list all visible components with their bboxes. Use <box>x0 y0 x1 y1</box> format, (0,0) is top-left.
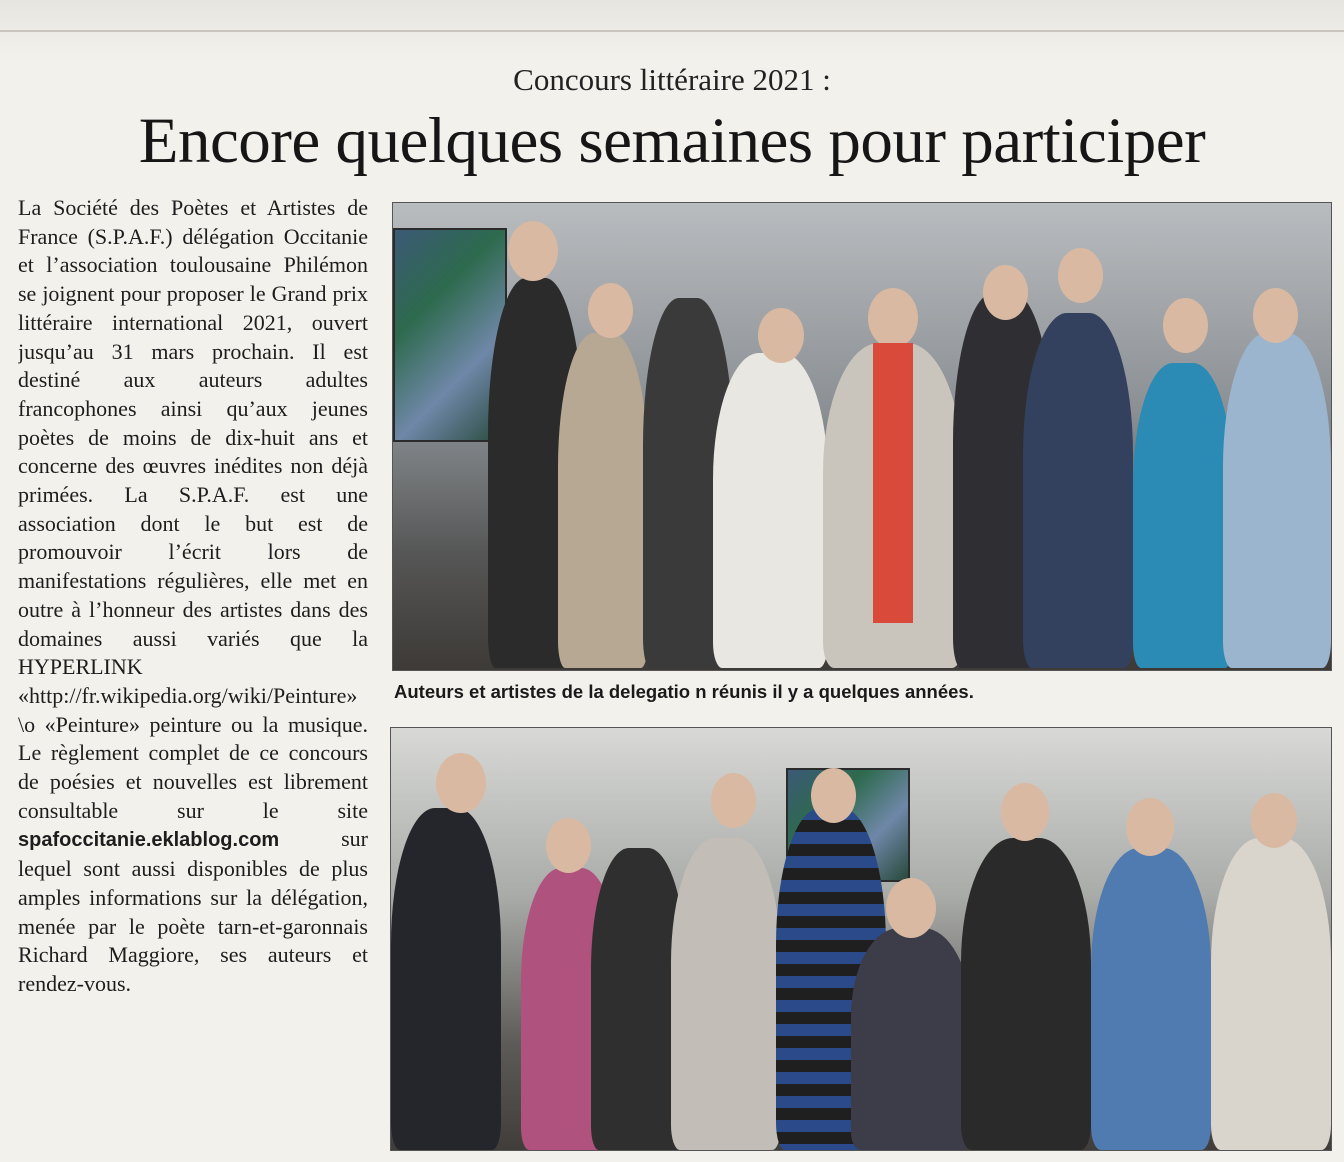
person-head <box>758 308 804 363</box>
article-kicker: Concours littéraire 2021 : <box>513 62 831 97</box>
person-head <box>983 265 1028 320</box>
person-figure <box>851 928 971 1150</box>
group-photo-1 <box>392 202 1332 671</box>
photo-caption-1: Auteurs et artistes de la delegatio n réunis il y a quelques années. <box>394 681 974 702</box>
person-figure <box>391 808 501 1150</box>
article-body-part2: sur lequel sont aussi disponibles de plus amples informations sur la délégation, menée par le poète tarn-et-garonnais Richard Maggiore, ses auteurs et rendez-vous. <box>18 826 368 996</box>
person-figure <box>671 838 781 1150</box>
person-figure <box>558 333 648 668</box>
bleed-rule <box>0 30 1344 32</box>
person-head <box>886 878 936 938</box>
person-head <box>1001 783 1049 841</box>
person-head <box>868 288 918 348</box>
person-figure <box>961 838 1091 1150</box>
person-head <box>1126 798 1174 856</box>
group-photo-2 <box>390 727 1332 1151</box>
red-scarf <box>873 343 913 623</box>
person-figure <box>1133 363 1233 668</box>
person-head <box>1253 288 1298 343</box>
person-head <box>1058 248 1103 303</box>
person-head <box>1251 793 1297 848</box>
person-figure <box>1211 838 1331 1150</box>
person-head <box>1163 298 1208 353</box>
article-body <box>18 194 368 1144</box>
person-head <box>711 773 756 828</box>
article-headline: Encore quelques semaines pour participer <box>138 105 1206 177</box>
article-body-part1: La Société des Poètes et Artistes de France (S.P.A.F.) délégation Occitanie et l’association toulousaine Philémon se joignent pour proposer le Grand prix littéraire international 2021, ouvert jusqu’au 31 mars prochain. Il est destiné aux auteurs adultes francophones ainsi qu’aux jeunes poètes de moins de dix-huit ans et concerne des œuvres inédites non déjà primées. La S.P.A.F. est une association dont le but est de promouvoir l’écrit lors de manifestations régulières, elle met en outre à l’honneur des artistes dans des domaines aussi variés que la HYPERLINK «http://fr.wikipedia.org/wiki/Peinture» \o «Peinture» peinture ou la musique. Le règlement complet de ce concours de poésies et nouvelles est librement consultable sur le site <box>18 195 368 823</box>
person-figure <box>1091 848 1211 1150</box>
person-head <box>508 221 558 281</box>
website-link[interactable]: spafoccitanie.eklablog.com <box>18 829 280 852</box>
person-figure <box>1223 333 1331 668</box>
person-head <box>588 283 633 338</box>
person-figure <box>713 353 828 668</box>
person-head <box>811 768 856 823</box>
person-head <box>546 818 591 873</box>
person-figure <box>1023 313 1133 668</box>
person-head <box>436 753 486 813</box>
